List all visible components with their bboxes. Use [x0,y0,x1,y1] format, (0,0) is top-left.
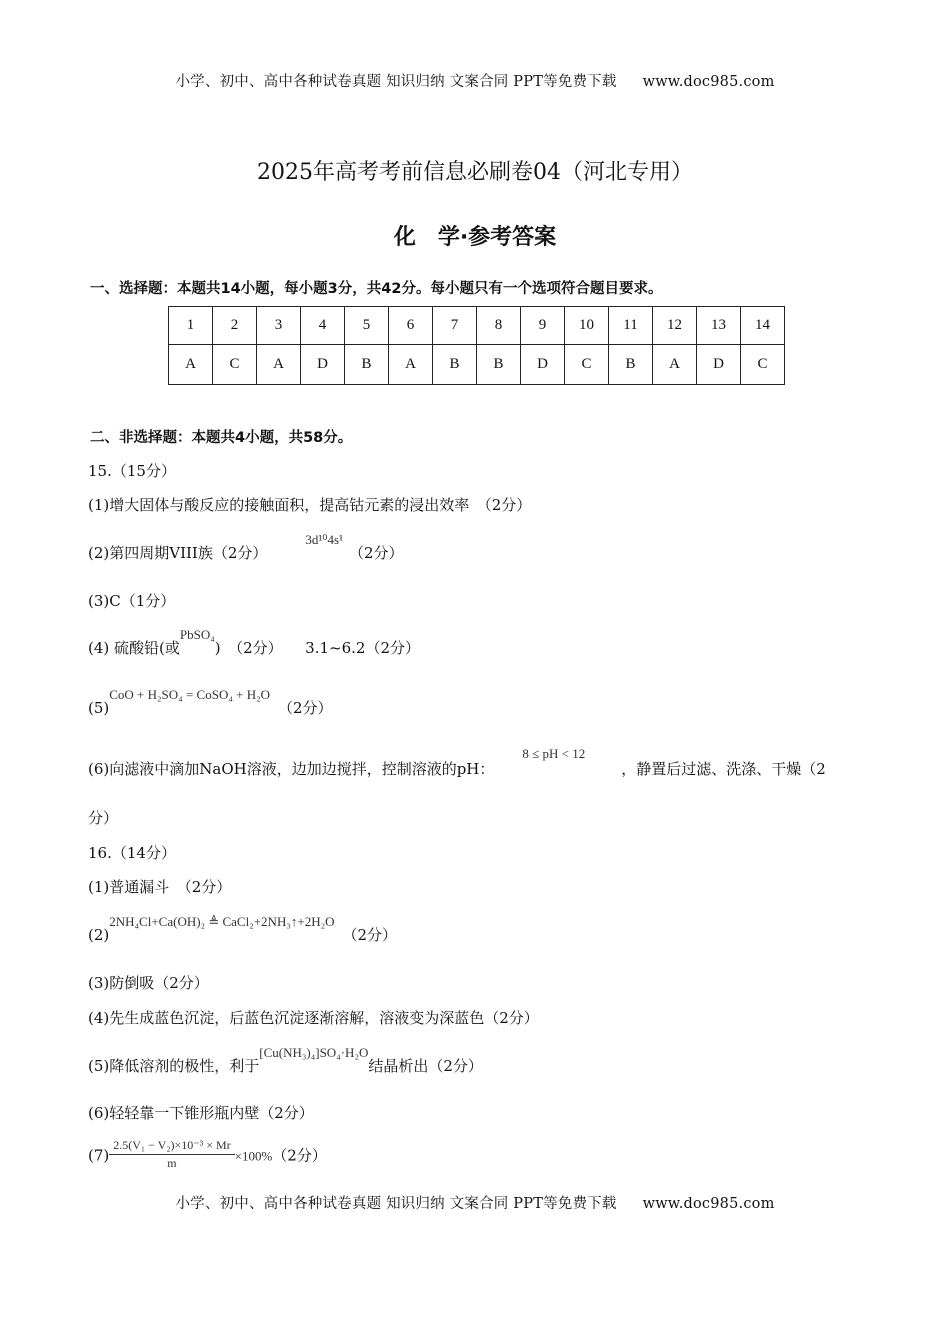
q16-answer-4: (4)先生成蓝色沉淀，后蓝色沉淀逐渐溶解，溶液变为深蓝色（2分） [88,1009,539,1027]
page-subtitle: 化 学·参考答案 [393,225,557,250]
q15-answer-5 [88,687,333,718]
page-header [0,70,950,91]
answer-choice: C [741,345,785,385]
q16-answer-3: (3)防倒吸（2分） [88,974,209,992]
answer-choice: C [213,345,257,385]
q16-answer-2-score: （2分） [342,926,398,944]
header-text: 小学、初中、高中各种试卷真题 知识归纳 文案合同 PPT等免费下载 [175,74,617,90]
section-choice-heading: 一、选择题：本题共14小题，每小题3分，共42分。每小题只有一个选项符合题目要求。 [90,281,663,297]
page-title: 2025年高考考前信息必刷卷04（河北专用） [257,160,693,185]
answer-number: 10 [565,307,609,345]
answer-number-row [169,307,785,345]
q16-answer-7 [88,1140,327,1173]
complex-salt-formula: [Cu(NH₃)₄]SO₄·H₂O [259,1045,369,1060]
q16-answer-1: (1)普通漏斗 （2分） [88,878,232,896]
q15-answer-4-pre: (4) 硫酸铅(或 [88,639,180,657]
q16-answer-5 [88,1045,483,1076]
answer-choice: A [653,345,697,385]
answer-choice: A [169,345,213,385]
answer-choice: B [609,345,653,385]
q15-answer-2-text: (2)第四周期VIII族（2分） [88,544,268,562]
q16-answer-7-score: （2分） [272,1146,327,1165]
q15-answer-2-score: （2分） [348,544,404,562]
q16-answer-7-pre: (7) [88,1146,110,1165]
answer-choice: D [697,345,741,385]
q16-answer-5-pre: (5)降低溶剂的极性，利于 [88,1057,260,1075]
q16-answer-2 [88,914,398,945]
answer-number: 1 [169,307,213,345]
q15-heading: 15.（15分） [88,462,176,480]
answer-choice-row [169,345,785,385]
q15-answer-6-pre: (6)向滤液中滴加NaOH溶液，边加边搅拌，控制溶液的pH： [88,760,495,778]
pbso4-formula: PbSO₄ [179,627,215,642]
electron-config-formula: 3d¹⁰4s¹ [305,532,343,547]
fraction-numerator: 2.5(V₁ − V₂)×10⁻³ × Mr [109,1138,234,1155]
footer-url[interactable]: www.doc985.com [642,1196,775,1212]
answer-number: 12 [653,307,697,345]
q15-answer-1: (1)增大固体与酸反应的接触面积，提高钴元素的浸出效率 （2分） [88,496,532,514]
q15-answer-3: (3)C（1分） [88,592,176,610]
q16-heading: 16.（14分） [88,844,176,862]
page-footer [0,1192,950,1213]
q15-answer-5-pre: (5) [88,699,110,717]
percent-factor: ×100% [234,1148,273,1164]
reaction-equation: CoO + H₂SO₄ = CoSO₄ + H₂O [109,687,271,702]
answer-number: 14 [741,307,785,345]
q16-answer-5-post: 结晶析出（2分） [368,1057,483,1075]
answer-choice: B [345,345,389,385]
header-url[interactable]: www.doc985.com [642,74,775,90]
q15-answer-6-tail: 分） [88,809,119,827]
fraction-denominator: m [167,1156,177,1170]
purity-fraction [109,1138,234,1171]
answer-number: 7 [433,307,477,345]
answer-number: 5 [345,307,389,345]
answer-number: 11 [609,307,653,345]
answer-number: 3 [257,307,301,345]
answer-number: 6 [389,307,433,345]
answer-number: 9 [521,307,565,345]
q15-answer-6-post: ，静置后过滤、洗涤、干燥（2 [621,760,826,778]
q15-answer-5-score: （2分） [278,699,333,717]
q15-answer-2 [88,532,404,563]
ph-range-formula: 8 ≤ pH < 12 [522,746,586,761]
q16-answer-6: (6)轻轻靠一下锥形瓶内壁（2分） [88,1104,314,1122]
q15-answer-6 [88,746,826,779]
footer-text: 小学、初中、高中各种试卷真题 知识归纳 文案合同 PPT等免费下载 [175,1196,617,1212]
answer-table [168,306,785,385]
ammonia-equation: 2NH₄Cl+Ca(OH)₂ ≜ CaCl₂+2NH₃↑+2H₂O [109,914,335,929]
answer-choice: A [389,345,433,385]
answer-choice: A [257,345,301,385]
section-nonchoice-heading: 二、非选择题：本题共4小题，共58分。 [90,430,353,446]
answer-choice: D [301,345,345,385]
answer-number: 4 [301,307,345,345]
q15-answer-4-post: ) （2分） 3.1~6.2（2分） [214,639,420,657]
answer-choice: C [565,345,609,385]
answer-choice: D [521,345,565,385]
q16-answer-2-pre: (2) [88,926,110,944]
answer-number: 13 [697,307,741,345]
answer-choice: B [433,345,477,385]
answer-choice: B [477,345,521,385]
answer-number: 8 [477,307,521,345]
answer-number: 2 [213,307,257,345]
q15-answer-4 [88,627,420,658]
